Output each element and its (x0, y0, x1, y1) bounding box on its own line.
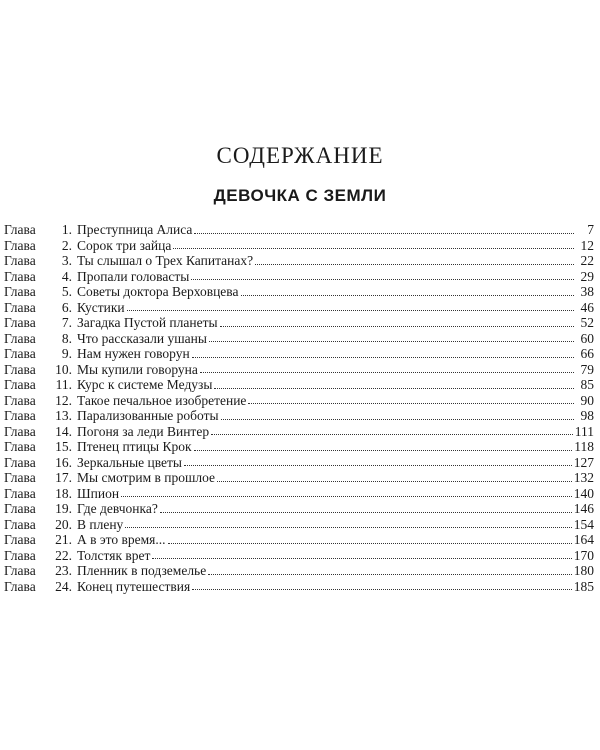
chapter-title: Погоня за леди Винтер (77, 423, 210, 439)
chapter-number: 5. (61, 284, 72, 299)
chapter-label: Глава (4, 237, 36, 253)
toc-entry (4, 532, 596, 548)
chapter-title: Конец путешествия (77, 578, 191, 594)
page-number: 127 (573, 454, 594, 470)
dot-leader (214, 378, 574, 389)
chapter-title: Где девчонка? (77, 501, 158, 516)
toc-entry (4, 362, 596, 378)
page-number: 132 (573, 470, 594, 485)
table-of-contents (4, 222, 596, 594)
chapter-title: Загадка Пустой планеты (77, 315, 218, 330)
chapter-number: 14. (55, 423, 72, 439)
page-number: 12 (580, 237, 594, 253)
toc-entry (4, 424, 596, 440)
page-number: 79 (580, 361, 594, 377)
dot-leader (211, 424, 573, 435)
chapter-label: Глава (4, 392, 36, 408)
dot-leader (255, 254, 574, 265)
toc-entry (4, 331, 596, 347)
chapter-number: 12. (55, 392, 72, 408)
page-number: 170 (573, 547, 594, 563)
chapter-number: 15. (55, 439, 72, 454)
chapter-label: Глава (4, 222, 36, 237)
chapter-title: Шпион (77, 485, 120, 501)
toc-entry (4, 408, 596, 424)
chapter-title: Парализованные роботы (77, 408, 219, 423)
toc-entry (4, 222, 596, 238)
chapter-number: 21. (55, 532, 72, 547)
chapter-label: Глава (4, 361, 36, 377)
chapter-title: Мы смотрим в прошлое (77, 470, 216, 485)
toc-entry (4, 300, 596, 316)
chapter-label: Глава (4, 470, 36, 485)
page-number: 180 (573, 563, 594, 578)
dot-leader (173, 238, 574, 249)
chapter-number: 23. (55, 563, 72, 578)
chapter-label: Глава (4, 346, 36, 361)
chapter-title: Ты слышал о Трех Капитанах? (77, 253, 254, 268)
toc-entry (4, 238, 596, 254)
page-number: 146 (573, 501, 594, 516)
dot-leader (152, 548, 571, 559)
dot-leader (121, 486, 572, 497)
chapter-number: 22. (55, 547, 72, 563)
page-number: 98 (580, 408, 594, 423)
dot-leader (160, 502, 572, 513)
chapter-number: 9. (61, 346, 72, 361)
page-number: 60 (580, 330, 594, 346)
chapter-title: Мы купили говоруна (77, 361, 198, 377)
toc-entry (4, 269, 596, 285)
chapter-number: 16. (55, 454, 72, 470)
dot-leader (191, 269, 574, 280)
chapter-label: Глава (4, 330, 36, 346)
chapter-title: В плену (77, 516, 124, 532)
page-number: 90 (580, 392, 594, 408)
toc-entry (4, 486, 596, 502)
chapter-label: Глава (4, 408, 36, 423)
toc-entry (4, 315, 596, 331)
dot-leader (192, 347, 574, 358)
chapter-number: 20. (55, 516, 72, 532)
toc-entry (4, 439, 596, 455)
page-number: 38 (580, 284, 594, 299)
dot-leader (127, 300, 574, 311)
contents-heading: СОДЕРЖАНИЕ (216, 143, 384, 168)
toc-entry (4, 393, 596, 409)
dot-leader (248, 393, 574, 404)
chapter-number: 6. (61, 299, 72, 315)
toc-entry (4, 501, 596, 517)
chapter-title: Преступница Алиса (77, 222, 193, 237)
chapter-number: 1. (61, 222, 72, 237)
dot-leader (209, 331, 574, 342)
chapter-title: Такое печальное изобретение (77, 392, 247, 408)
toc-entry (4, 470, 596, 486)
page-number: 46 (580, 299, 594, 315)
chapter-label: Глава (4, 299, 36, 315)
chapter-label: Глава (4, 377, 36, 392)
page-number: 29 (580, 268, 594, 284)
toc-entry (4, 548, 596, 564)
chapter-label: Глава (4, 268, 36, 284)
chapter-title: Кустики (77, 299, 125, 315)
toc-entry (4, 377, 596, 393)
dot-leader (184, 455, 572, 466)
dot-leader (200, 362, 574, 373)
chapter-label: Глава (4, 516, 36, 532)
dot-leader (192, 579, 572, 590)
part-title: ДЕВОЧКА С ЗЕМЛИ (213, 186, 387, 205)
page-number: 7 (587, 222, 594, 237)
chapter-label: Глава (4, 547, 36, 563)
dot-leader (194, 223, 574, 234)
chapter-number: 24. (55, 578, 72, 594)
dot-leader (221, 409, 574, 420)
chapter-label: Глава (4, 485, 36, 501)
chapter-number: 4. (61, 268, 72, 284)
toc-entry (4, 253, 596, 269)
dot-leader (125, 517, 571, 528)
chapter-title: Что рассказали ушаны (77, 330, 207, 346)
chapter-label: Глава (4, 501, 36, 516)
dot-leader (241, 285, 575, 296)
toc-entry (4, 579, 596, 595)
chapter-title: Птенец птицы Крок (77, 439, 192, 454)
chapter-number: 18. (55, 485, 72, 501)
chapter-label: Глава (4, 578, 36, 594)
chapter-title: Пленник в подземелье (77, 563, 207, 578)
page-number: 118 (574, 439, 594, 454)
chapter-title: А в это время... (77, 532, 166, 547)
chapter-label: Глава (4, 563, 36, 578)
toc-entry (4, 284, 596, 300)
page-number: 164 (573, 532, 594, 547)
dot-leader (168, 533, 572, 544)
chapter-number: 8. (61, 330, 72, 346)
chapter-label: Глава (4, 315, 36, 330)
chapter-number: 19. (55, 501, 72, 516)
chapter-title: Советы доктора Верховцева (77, 284, 239, 299)
chapter-label: Глава (4, 253, 36, 268)
page-number: 154 (573, 516, 594, 532)
chapter-label: Глава (4, 439, 36, 454)
chapter-number: 2. (61, 237, 72, 253)
toc-entry (4, 346, 596, 362)
page-number: 85 (580, 377, 594, 392)
chapter-number: 7. (61, 315, 72, 330)
chapter-label: Глава (4, 454, 36, 470)
dot-leader (217, 471, 572, 482)
page-number: 52 (580, 315, 594, 330)
chapter-number: 3. (61, 253, 72, 268)
dot-leader (208, 564, 572, 575)
chapter-number: 17. (55, 470, 72, 485)
dot-leader (220, 316, 574, 327)
chapter-number: 11. (55, 377, 72, 392)
chapter-title: Пропали головасты (77, 268, 190, 284)
chapter-title: Курс к системе Медузы (77, 377, 213, 392)
chapter-title: Толстяк врет (77, 547, 151, 563)
chapter-number: 10. (55, 361, 72, 377)
chapter-title: Зеркальные цветы (77, 454, 183, 470)
toc-entry (4, 455, 596, 471)
chapter-title: Сорок три зайца (77, 237, 172, 253)
toc-entry (4, 563, 596, 579)
chapter-label: Глава (4, 532, 36, 547)
chapter-number: 13. (55, 408, 72, 423)
chapter-label: Глава (4, 423, 36, 439)
dot-leader (194, 440, 573, 451)
page-number: 22 (580, 253, 594, 268)
page-number: 185 (573, 578, 594, 594)
page-number: 140 (573, 485, 594, 501)
chapter-title: Нам нужен говорун (77, 346, 190, 361)
page-number: 66 (580, 346, 594, 361)
toc-entry (4, 517, 596, 533)
page-number: 111 (574, 423, 594, 439)
chapter-label: Глава (4, 284, 36, 299)
